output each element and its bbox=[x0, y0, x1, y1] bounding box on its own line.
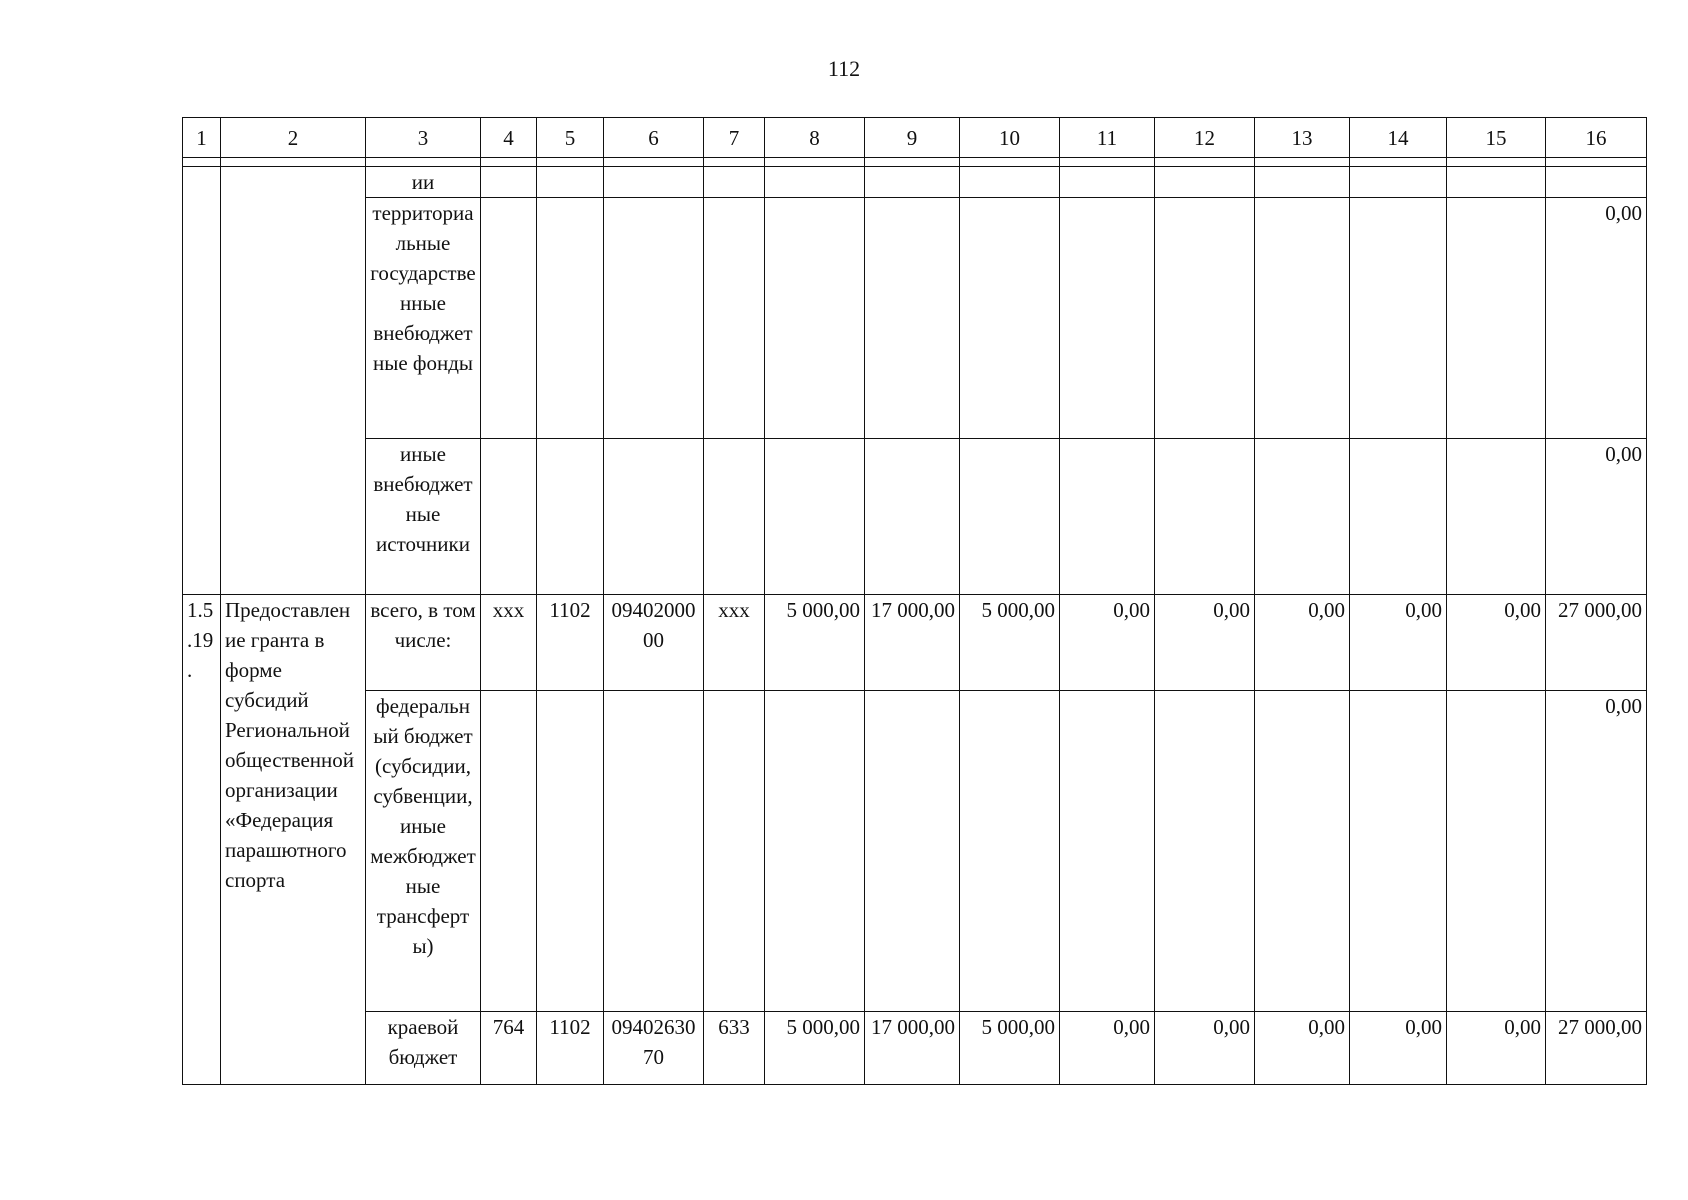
source-cell: иные внебюджетные источники bbox=[366, 439, 481, 595]
cell-empty bbox=[183, 167, 221, 595]
value-cell: 27 000,00 bbox=[1546, 1012, 1647, 1085]
item-number-cell: 1.5.19. bbox=[183, 595, 221, 1085]
header-cell: 12 bbox=[1155, 118, 1255, 158]
source-cell: всего, в том числе: bbox=[366, 595, 481, 691]
value-cell: 0,00 bbox=[1155, 1012, 1255, 1085]
header-cell: 9 bbox=[865, 118, 960, 158]
source-cell: краевой бюджет bbox=[366, 1012, 481, 1085]
value-cell: 5 000,00 bbox=[765, 595, 865, 691]
value-cell: 0,00 bbox=[1350, 1012, 1447, 1085]
table-row bbox=[183, 691, 1647, 1012]
header-cell: 7 bbox=[704, 118, 765, 158]
header-cell: 4 bbox=[481, 118, 537, 158]
value-cell: 0,00 bbox=[1546, 439, 1647, 595]
header-cell: 1 bbox=[183, 118, 221, 158]
table-row bbox=[183, 595, 1647, 691]
header-cell: 2 bbox=[221, 118, 366, 158]
item-title-cell: Предоставление гранта в форме субсидий Региональной общественной организации «Федерация парашютного спорта bbox=[221, 595, 366, 1085]
code-cell: 633 bbox=[704, 1012, 765, 1085]
value-cell: 0,00 bbox=[1255, 595, 1350, 691]
header-cell: 15 bbox=[1447, 118, 1546, 158]
spacer-row bbox=[183, 158, 1647, 167]
header-row bbox=[183, 118, 1647, 158]
value-cell: 0,00 bbox=[1060, 1012, 1155, 1085]
code-cell: 0940263070 bbox=[604, 1012, 704, 1085]
source-cell: федеральный бюджет (субсидии, субвенции, иные межбюджетные трансферты) bbox=[366, 691, 481, 1012]
code-cell: 1102 bbox=[537, 1012, 604, 1085]
cell-empty bbox=[221, 167, 366, 595]
header-cell: 10 bbox=[960, 118, 1060, 158]
header-cell: 5 bbox=[537, 118, 604, 158]
header-cell: 11 bbox=[1060, 118, 1155, 158]
value-cell: 0,00 bbox=[1350, 595, 1447, 691]
code-cell: ххх bbox=[704, 595, 765, 691]
code-cell: 764 bbox=[481, 1012, 537, 1085]
table-row bbox=[183, 167, 1647, 198]
value-cell: 0,00 bbox=[1447, 1012, 1546, 1085]
value-cell: 0,00 bbox=[1255, 1012, 1350, 1085]
header-cell: 8 bbox=[765, 118, 865, 158]
header-cell: 3 bbox=[366, 118, 481, 158]
table-row bbox=[183, 198, 1647, 439]
table-row bbox=[183, 1012, 1647, 1085]
value-cell: 0,00 bbox=[1447, 595, 1546, 691]
value-cell: 0,00 bbox=[1546, 691, 1647, 1012]
page-number: 112 bbox=[827, 56, 861, 81]
budget-table bbox=[182, 117, 1647, 1085]
value-cell: 17 000,00 bbox=[865, 595, 960, 691]
source-cell: территориальные государственные внебюджетные фонды bbox=[366, 198, 481, 439]
value-cell: 0,00 bbox=[1546, 198, 1647, 439]
code-cell: 1102 bbox=[537, 595, 604, 691]
value-cell: 0,00 bbox=[1155, 595, 1255, 691]
code-cell: ххх bbox=[481, 595, 537, 691]
header-cell: 13 bbox=[1255, 118, 1350, 158]
value-cell: 5 000,00 bbox=[960, 595, 1060, 691]
source-cell: ии bbox=[366, 167, 481, 198]
table-row bbox=[183, 439, 1647, 595]
code-cell: 0940200000 bbox=[604, 595, 704, 691]
value-cell: 0,00 bbox=[1060, 595, 1155, 691]
value-cell: 27 000,00 bbox=[1546, 595, 1647, 691]
value-cell: 5 000,00 bbox=[765, 1012, 865, 1085]
value-cell: 17 000,00 bbox=[865, 1012, 960, 1085]
value-cell: 5 000,00 bbox=[960, 1012, 1060, 1085]
header-cell: 6 bbox=[604, 118, 704, 158]
header-cell: 14 bbox=[1350, 118, 1447, 158]
header-cell: 16 bbox=[1546, 118, 1647, 158]
